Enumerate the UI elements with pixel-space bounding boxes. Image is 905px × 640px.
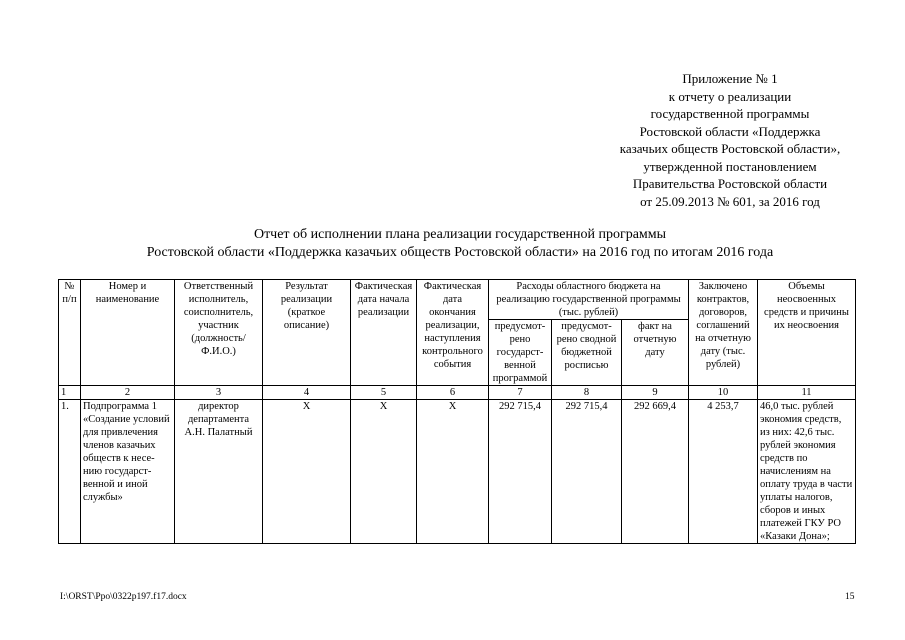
plan-table bbox=[58, 279, 856, 544]
header-expenses-group: Расходы областного бюджета на реализацию государственной программы (тыс. рублей) bbox=[489, 280, 689, 320]
column-number: 3 bbox=[175, 386, 263, 400]
header-contracts: Заключено контрактов, договоров, соглашений на отчетную дату (тыс. рублей) bbox=[689, 280, 758, 386]
header-planned-budget: предусмот-рено сводной бюджетной росписью bbox=[552, 320, 622, 386]
page-number: 15 bbox=[845, 592, 855, 602]
appendix-line: от 25.09.2013 № 601, за 2016 год bbox=[640, 193, 820, 209]
appendix-line: Приложение № 1 bbox=[682, 71, 778, 86]
report-title-line-2: Ростовской области «Поддержка казачьих обществ Ростовской области» на 2016 год по итогам 2016 года bbox=[146, 245, 774, 260]
footer-file-path: I:\ORST\Ppo\0322p197.f17.docx bbox=[60, 592, 187, 602]
column-number: 7 bbox=[489, 386, 552, 400]
header-result: Результат реализации (краткое описание) bbox=[263, 280, 351, 386]
header-name: Номер и наименование bbox=[81, 280, 175, 386]
column-number: 1 bbox=[59, 386, 81, 400]
header-planned-program: предусмот-рено государст-венной программой bbox=[489, 320, 552, 386]
row-result: Х bbox=[263, 400, 351, 544]
column-number: 9 bbox=[622, 386, 689, 400]
table-row bbox=[59, 400, 856, 544]
column-number: 4 bbox=[263, 386, 351, 400]
row-contracts: 4 253,7 bbox=[689, 400, 758, 544]
appendix-line: казачьих обществ Ростовской области», bbox=[619, 141, 841, 156]
column-number: 5 bbox=[351, 386, 417, 400]
header-actual: факт на отчетную дату bbox=[622, 320, 689, 386]
header-end-date: Фактическая дата окончания реализации, наступления контрольного события bbox=[417, 280, 489, 386]
row-unspent: 46,0 тыс. рублей экономия средств, из них: 42,6 тыс. рублей экономия средств по начислениям на оплату труда в части уплаты налогов, сборов и иных платежей ГКУ РО «Казаки Дона»; bbox=[758, 400, 856, 544]
appendix-line: к отчету о реализации bbox=[668, 88, 792, 104]
report-title bbox=[60, 226, 860, 262]
column-number: 10 bbox=[689, 386, 758, 400]
header-unspent: Объемы неосвоенных средств и причины их неосвоения bbox=[758, 280, 856, 386]
row-responsible: директор департамента А.Н. Палатный bbox=[175, 400, 263, 544]
appendix-line: Ростовской области «Поддержка bbox=[639, 123, 821, 139]
appendix-header bbox=[560, 70, 900, 210]
row-start-date: Х bbox=[351, 400, 417, 544]
appendix-line: утвержденной постановлением bbox=[643, 158, 817, 174]
header-num: № п/п bbox=[59, 280, 81, 386]
appendix-line: государственной программы bbox=[650, 106, 810, 121]
appendix-line: Правительства Ростовской области bbox=[632, 176, 828, 191]
report-title-line-1: Отчет об исполнении плана реализации государственной программы bbox=[253, 227, 667, 242]
column-number: 8 bbox=[552, 386, 622, 400]
row-planned-budget: 292 715,4 bbox=[552, 400, 622, 544]
row-planned-program: 292 715,4 bbox=[489, 400, 552, 544]
column-number: 2 bbox=[81, 386, 175, 400]
column-number-row bbox=[59, 386, 856, 400]
row-actual: 292 669,4 bbox=[622, 400, 689, 544]
table-header-row bbox=[59, 280, 856, 320]
row-name: Подпрограмма 1 «Создание условий для привлечения членов казачьих обществ к несе-нию государст-венной и иной службы» bbox=[81, 400, 175, 544]
column-number: 11 bbox=[758, 386, 856, 400]
row-num: 1. bbox=[59, 400, 81, 544]
header-start-date: Фактическая дата начала реализации bbox=[351, 280, 417, 386]
row-end-date: Х bbox=[417, 400, 489, 544]
header-responsible: Ответственный исполнитель, соисполнитель, участник (должность/ Ф.И.О.) bbox=[175, 280, 263, 386]
column-number: 6 bbox=[417, 386, 489, 400]
